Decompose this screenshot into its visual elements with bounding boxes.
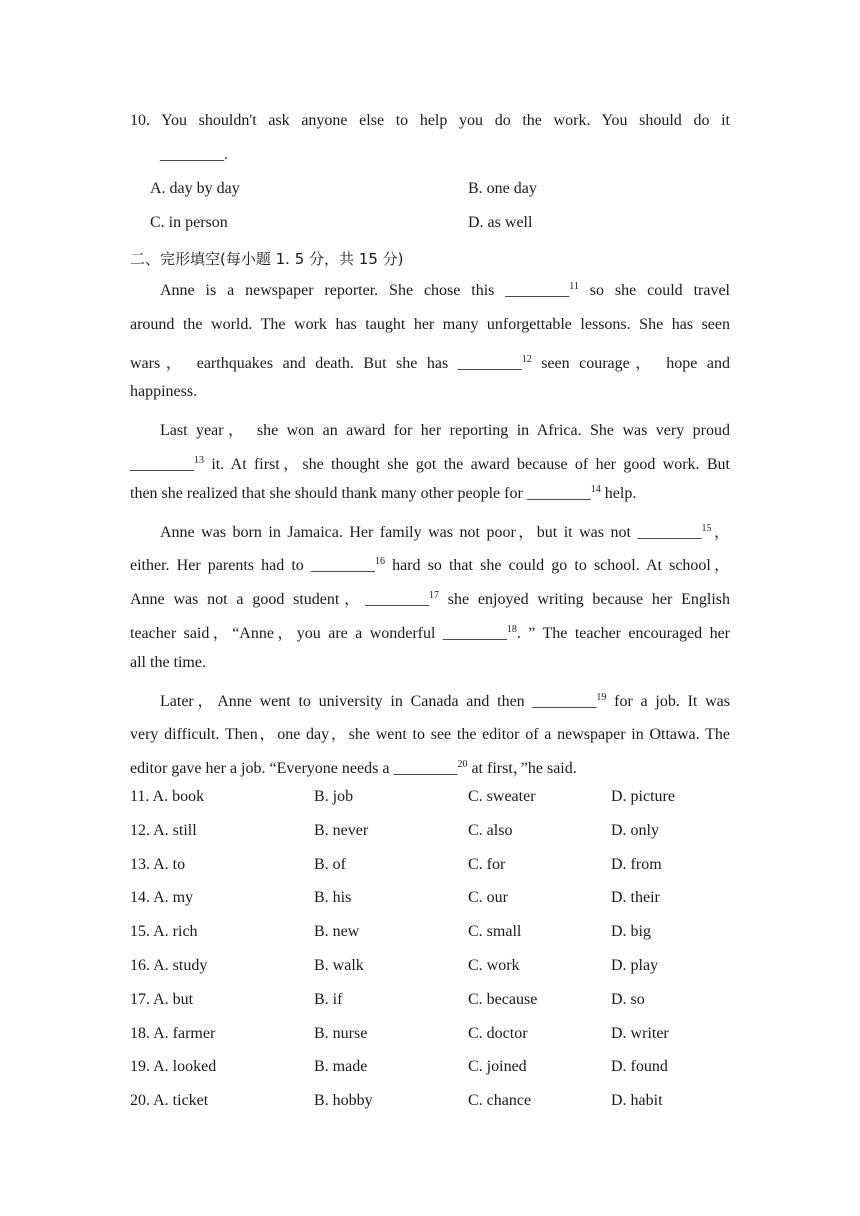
question-option-d[interactable]: D. only	[611, 821, 659, 839]
question-option-c[interactable]: C. work	[468, 957, 520, 974]
question-option-d[interactable]: D. so	[611, 990, 645, 1008]
question-option-b[interactable]: B. job	[314, 788, 354, 805]
question-option-b[interactable]: B. of	[314, 855, 346, 873]
question-option-d[interactable]: D. big	[611, 923, 651, 941]
question-option-a[interactable]: 14. A. my	[130, 889, 194, 907]
blank-number: 13	[194, 455, 204, 466]
question-option-a[interactable]: 15. A. rich	[130, 923, 198, 941]
question-option-c[interactable]: C. because	[468, 990, 538, 1008]
question-option-c[interactable]: C. also	[468, 821, 513, 839]
blank-number: 14	[590, 483, 601, 495]
question-10-stem: 10. You shouldn't ask anyone else to help you do the work. You should do it	[130, 112, 730, 129]
question-option-d[interactable]: D. play	[611, 957, 659, 974]
blank-number: 12	[521, 353, 532, 365]
passage-line: happiness.	[130, 383, 198, 401]
question-option-b[interactable]: B. walk	[314, 957, 364, 974]
question-option-d[interactable]: D. from	[611, 855, 662, 873]
question-option-c[interactable]: C. small	[468, 923, 522, 941]
passage-line: Anne was born in Jamaica. Her family was not poor，but it was not ________$^{15}$，	[160, 522, 730, 541]
blank-number: 15	[701, 522, 712, 534]
question-option-c[interactable]: C. joined	[468, 1058, 527, 1076]
question-option-a[interactable]: 11. A. book	[130, 788, 205, 805]
question-option-b[interactable]: B. never	[314, 821, 369, 839]
question-option-c[interactable]: C. our	[468, 889, 508, 907]
q10-option-a[interactable]: A. day by day	[150, 180, 240, 197]
question-option-c[interactable]: C. chance	[468, 1092, 532, 1110]
question-option-d[interactable]: D. found	[611, 1058, 668, 1076]
passage-line: then she realized that she should thank many other people for ________$^{14}$ help.	[130, 483, 637, 502]
passage-line: Later，Anne went to university in Canada and then ________$^{19}$ for a job. It was	[160, 691, 730, 710]
blank-number: 17	[428, 590, 439, 602]
passage-line: editor gave her a job. “Everyone needs a ________$^{20}$ at first，”he said.	[130, 759, 577, 778]
passage-line: all the time.	[130, 653, 206, 671]
passage-line: around the world. The work has taught her many unforgettable lessons. She has seen	[130, 315, 730, 333]
blank-number: 11	[569, 281, 579, 292]
passage-line: very difficult. Then，one day，she went to see the editor of a newspaper in Ottawa. The	[130, 726, 730, 744]
question-10-blank: ________.	[160, 146, 228, 163]
section-heading: 二、完形填空(每小题 1. 5 分，共 15 分)	[130, 250, 404, 268]
q10-option-c[interactable]: C. in person	[150, 214, 228, 231]
question-option-b[interactable]: B. hobby	[314, 1092, 373, 1110]
question-option-d[interactable]: D. writer	[611, 1024, 669, 1042]
question-option-c[interactable]: C. sweater	[468, 788, 536, 805]
question-option-b[interactable]: B. if	[314, 990, 343, 1008]
question-option-d[interactable]: D. habit	[611, 1092, 663, 1110]
q10-option-b[interactable]: B. one day	[468, 180, 537, 197]
question-option-a[interactable]: 18. A. farmer	[130, 1024, 216, 1042]
question-option-b[interactable]: B. nurse	[314, 1024, 368, 1042]
blank-number: 18	[506, 624, 517, 635]
question-option-b[interactable]: B. new	[314, 923, 360, 941]
passage-line: either. Her parents had to ________$^{16}$ hard so that she could go to school. At school，	[130, 556, 730, 575]
question-option-b[interactable]: B. his	[314, 889, 352, 907]
question-option-d[interactable]: D. picture	[611, 788, 675, 805]
passage-line: Last year， she won an award for her reporting in Africa. She was very proud	[160, 422, 730, 440]
question-option-d[interactable]: D. their	[611, 889, 660, 907]
question-option-c[interactable]: C. for	[468, 855, 506, 873]
blank-number: 20	[457, 759, 468, 771]
question-option-a[interactable]: 19. A. looked	[130, 1058, 217, 1076]
passage-line: Anne was not a good student，________$^{17}$ she enjoyed writing because her English	[130, 590, 730, 609]
passage-line: ________$^{13}$ it. At first，she thought she got the award because of her good work. But	[130, 455, 730, 473]
question-option-a[interactable]: 17. A. but	[130, 990, 194, 1008]
passage-line: Anne is a newspaper reporter. She chose this ________$^{11}$ so she could travel	[160, 281, 730, 299]
passage-line: teacher said，“Anne，you are a wonderful ________$^{18}$. ” The teacher encouraged her	[130, 624, 730, 642]
question-option-b[interactable]: B. made	[314, 1058, 368, 1076]
question-option-c[interactable]: C. doctor	[468, 1024, 528, 1042]
question-option-a[interactable]: 16. A. study	[130, 957, 208, 974]
passage-line: wars， earthquakes and death. But she has ________$^{12}$ seen courage， hope and	[130, 353, 730, 372]
question-option-a[interactable]: 20. A. ticket	[130, 1092, 209, 1110]
question-option-a[interactable]: 13. A. to	[130, 855, 186, 873]
q10-option-d[interactable]: D. as well	[468, 214, 533, 231]
blank-number: 16	[374, 556, 385, 568]
blank-number: 19	[596, 691, 607, 703]
question-option-a[interactable]: 12. A. still	[130, 821, 197, 839]
